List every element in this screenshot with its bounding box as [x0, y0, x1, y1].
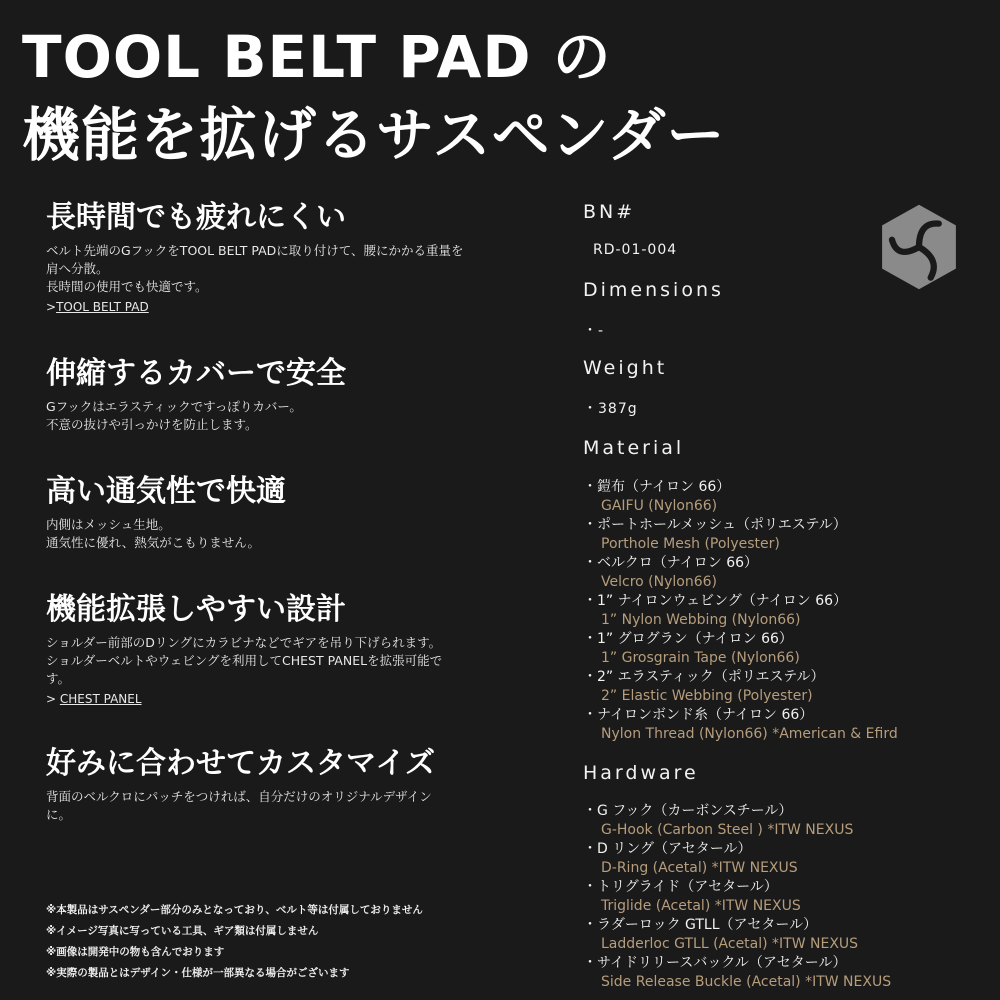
link-prefix: > [46, 692, 60, 706]
desc-line: に。 [46, 807, 72, 822]
desc-line: 内側はメッシュ生地。 [46, 517, 171, 532]
material-jp: ・2” エラスティック（ポリエステル） [583, 669, 825, 685]
tool-belt-pad-link[interactable] [46, 300, 149, 314]
dimensions-value: ・- [583, 323, 605, 339]
note-item: ※画像は開発中の物も含んでおります [46, 946, 225, 958]
hardware-jp: ・G フック（カーボンスチール） [583, 803, 793, 819]
material-en: 1” Grosgrain Tape (Nylon66) [601, 650, 800, 666]
material-item [583, 478, 983, 516]
material-item [583, 554, 983, 592]
material-jp: ・ベルクロ（ナイロン 66） [583, 555, 759, 571]
hardware-item [583, 878, 983, 916]
material-label: Material [583, 437, 685, 459]
hardware-item [583, 916, 983, 954]
material-jp: ・ポートホールメッシュ（ポリエステル） [583, 517, 847, 533]
material-jp: ・1” グログラン（ナイロン 66） [583, 631, 793, 647]
bn-label: BN# [583, 201, 636, 223]
hardware-item [583, 954, 983, 992]
desc-line: 不意の抜けや引っかけを防止します。 [46, 417, 258, 432]
feature-description [46, 398, 546, 434]
desc-line: Gフックはエラスティックですっぽりカバー。 [46, 399, 302, 414]
feature-title: 長時間でも疲れにくい [46, 200, 346, 235]
material-en: GAIFU (Nylon66) [601, 498, 718, 514]
material-en: 1” Nylon Webbing (Nylon66) [601, 612, 801, 628]
material-item [583, 630, 983, 668]
dimensions-label: Dimensions [583, 279, 724, 301]
material-item [583, 706, 983, 744]
hardware-en: Ladderloc GTLL (Acetal) *ITW NEXUS [601, 936, 859, 952]
feature-title: 機能拡張しやすい設計 [46, 592, 346, 627]
hardware-label: Hardware [583, 762, 699, 784]
material-item [583, 516, 983, 554]
chest-panel-link[interactable] [46, 692, 142, 706]
headline-line-2: 機能を拡げるサスペンダー [22, 101, 726, 169]
hardware-list [583, 802, 983, 992]
feature-expandable [46, 590, 546, 707]
material-jp: ・1” ナイロンウェビング（ナイロン 66） [583, 593, 848, 609]
desc-line: 通気性に優れ、熱気がこもりません。 [46, 535, 261, 550]
desc-line: 長時間の使用でも快適です。 [46, 279, 208, 294]
note-item: ※本製品はサスペンダー部分のみとなっており、ベルト等は付属しておりません [46, 904, 423, 916]
desc-line: 背面のベルクロにパッチをつければ、自分だけのオリジナルデザイン [46, 789, 432, 804]
material-jp: ・ナイロンボンド糸（ナイロン 66） [583, 707, 814, 723]
desc-line: 肩へ分散。 [46, 261, 109, 276]
hardware-en: G-Hook (Carbon Steel ) *ITW NEXUS [601, 822, 854, 838]
hardware-en: D-Ring (Acetal) *ITW NEXUS [601, 860, 798, 876]
hexagon-tomoe-logo-icon [874, 202, 964, 292]
feature-description [46, 634, 546, 688]
link-prefix: > [46, 300, 57, 314]
hardware-jp: ・サイドリリースバックル（アセタール） [583, 955, 847, 971]
hardware-jp: ・ラダーロック GTLL（アセタール） [583, 917, 818, 933]
feature-description [46, 516, 546, 552]
feature-fatigue [46, 198, 546, 315]
headline-line-1: TOOL BELT PAD の [22, 23, 612, 91]
link-text: TOOL BELT PAD [56, 300, 149, 314]
material-en: 2” Elastic Webbing (Polyester) [601, 688, 813, 704]
desc-line: す。 [46, 671, 71, 686]
feature-title: 高い通気性で快適 [46, 474, 286, 509]
material-en: Porthole Mesh (Polyester) [601, 536, 780, 552]
feature-description [46, 242, 546, 296]
hardware-jp: ・トリグライド（アセタール） [583, 879, 778, 895]
note-item: ※実際の製品とはデザイン・仕様が一部異なる場合がございます [46, 967, 350, 979]
hardware-item [583, 840, 983, 878]
note-item: ※イメージ写真に写っている工具、ギア類は付属しません [46, 925, 319, 937]
feature-title: 伸縮するカバーで安全 [46, 356, 346, 391]
headline [22, 18, 725, 174]
feature-title: 好みに合わせてカスタマイズ [46, 746, 436, 781]
material-item [583, 592, 983, 630]
bn-value: RD-01-004 [593, 242, 678, 258]
weight-value: ・387g [583, 401, 638, 417]
desc-line: ショルダーベルトやウェビングを利用してCHEST PANELを拡張可能で [46, 653, 443, 668]
material-list [583, 478, 983, 744]
feature-breathability [46, 472, 546, 552]
feature-safety-cover [46, 354, 546, 434]
hardware-item [583, 802, 983, 840]
feature-customize [46, 744, 546, 824]
material-en: Nylon Thread (Nylon66) *American & Efird [601, 726, 898, 742]
disclaimer-notes [46, 900, 526, 984]
hardware-en: Side Release Buckle (Acetal) *ITW NEXUS [601, 974, 892, 990]
hardware-en: Triglide (Acetal) *ITW NEXUS [601, 898, 801, 914]
desc-line: ベルト先端のGフックをTOOL BELT PADに取り付けて、腰にかかる重量を [46, 243, 464, 258]
material-en: Velcro (Nylon66) [601, 574, 717, 590]
weight-label: Weight [583, 357, 668, 379]
link-text: CHEST PANEL [59, 692, 142, 706]
material-item [583, 668, 983, 706]
hardware-jp: ・D リング（アセタール） [583, 841, 752, 857]
feature-description [46, 788, 546, 824]
material-jp: ・鎧布（ナイロン 66） [583, 479, 731, 495]
desc-line: ショルダー前部のDリングにカラビナなどでギアを吊り下げられます。 [46, 635, 442, 650]
